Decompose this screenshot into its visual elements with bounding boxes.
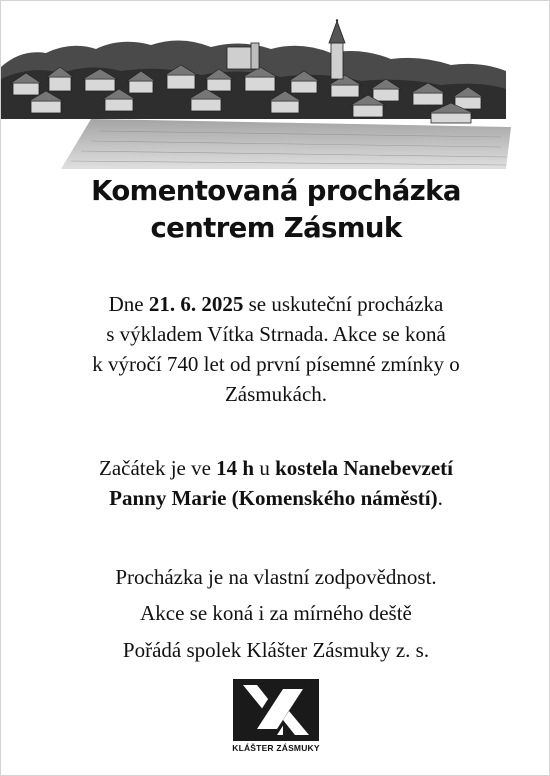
organizer-note: Pořádá spolek Klášter Zásmuky z. s. [122,638,430,662]
title-line-1: Komentovaná procházka [91,175,461,207]
description-line-4: Zásmukách. [224,382,328,406]
text-zacatek: Začátek je ve [99,456,217,480]
town-panorama-illustration [1,19,550,179]
event-description [41,289,511,409]
start-info [41,453,511,513]
page-title [1,173,550,247]
klaster-zasmuky-logo [233,679,319,741]
meeting-place-2: Panny Marie (Komenského náměstí) [109,486,438,510]
start-line-2 [41,483,511,513]
logo-caption: KLÁŠTER ZÁSMUKY [232,743,320,753]
text-procházka: se uskuteční procházka [243,292,444,316]
event-date: 21. 6. 2025 [148,292,244,316]
rain-note: Akce se koná i za mírného deště [140,601,412,625]
title-line-2: centrem Zásmuk [150,212,402,244]
meeting-place-1: kostela Nanebevzetí [275,456,453,480]
text-dne: Dne [108,292,149,316]
text-u: u [254,456,276,480]
start-time: 14 h [216,456,255,480]
description-line-3: k výročí 740 let od první písemné zmínky o [92,352,460,376]
responsibility-note: Procházka je na vlastní zodpovědnost. [115,565,437,589]
description-line-1 [41,289,511,319]
start-line-1 [41,453,511,483]
description-line-2: s výkladem Vítka Strnada. Akce se koná [106,322,446,346]
text-period: . [437,486,443,510]
